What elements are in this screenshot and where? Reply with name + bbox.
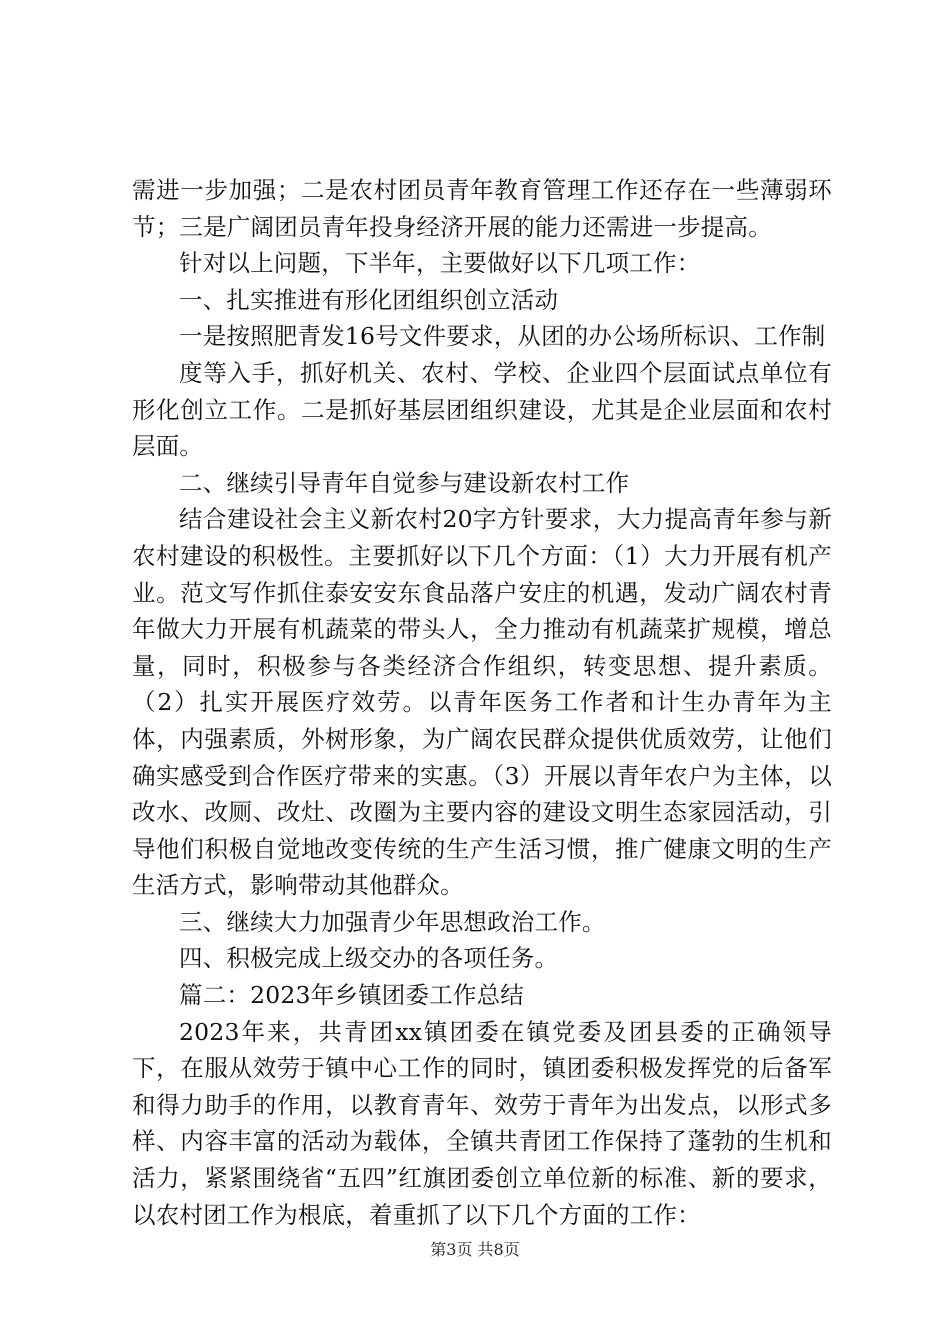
- article-title-part-2: 篇二：2023年乡镇团委工作总结: [179, 981, 525, 1010]
- page-footer: [0, 1240, 950, 1260]
- paragraph-section-1a: 一是按照肥青发16号文件要求，从团的办公场所标识、工作制: [179, 322, 826, 351]
- paragraph-section-2: 结合建设社会主义新农村20字方针要求，大力提高青年参与新农村建设的积极性。主要抓好以下几个方面：（1）大力开展有机产业。范文写作抓住泰安安东食品落户安庄的机遇，发动广阔农村青年做大力开展有机蔬菜的带头人，全力推动有机蔬菜扩规模，增总量，同时，积极参与各类经济合作组织，转变思想、提升素质。（2）扎实开展医疗效劳。以青年医务工作者和计生办青年为主体，内强素质，外树形象，为广阔农民群众提供优质效劳，让他们确实感受到合作医疗带来的实惠。（3）开展以青年农户为主体，以改水、改厕、改灶、改圈为主要内容的建设文明生态家园活动，引导他们积极自觉地改变传统的生产生活习惯，推广健康文明的生产生活方式，影响带动其他群众。: [132, 505, 832, 900]
- document-body: [132, 172, 832, 1233]
- paragraph-continuation: 需进一步加强；二是农村团员青年教育管理工作还存在一些薄弱环节；三是广阔团员青年投身经济开展的能力还需进一步提高。: [132, 176, 832, 241]
- section-heading-3: 三、继续大力加强青少年思想政治工作。: [179, 907, 606, 936]
- section-heading-4: 四、积极完成上级交办的各项任务。: [179, 944, 559, 973]
- paragraph-work-plan-intro: 针对以上问题，下半年，主要做好以下几项工作：: [179, 249, 701, 278]
- section-heading-2: 二、继续引导青年自觉参与建设新农村工作: [179, 468, 630, 497]
- paragraph-article-2-intro: 2023年来，共青团xx镇团委在镇党委及团县委的正确领导下，在服从效劳于镇中心工作的同时，镇团委积极发挥党的后备军和得力助手的作用，以教育青年、效劳于青年为出发点，以形式多样、内容丰富的活动为载体，全镇共青团工作保持了蓬勃的生机和活力，紧紧围绕省“五四”红旗团委创立单位新的标准、新的要求，以农村团工作为根底，着重抓了以下几个方面的工作：: [132, 1017, 832, 1229]
- page-number: 第3页 共8页: [430, 1240, 520, 1259]
- paragraph-section-1b: 度等入手，抓好机关、农村、学校、企业四个层面试点单位有形化创立工作。二是抓好基层团组织建设，尤其是企业层面和农村层面。: [132, 358, 832, 461]
- section-heading-1: 一、扎实推进有形化团组织创立活动: [179, 285, 559, 314]
